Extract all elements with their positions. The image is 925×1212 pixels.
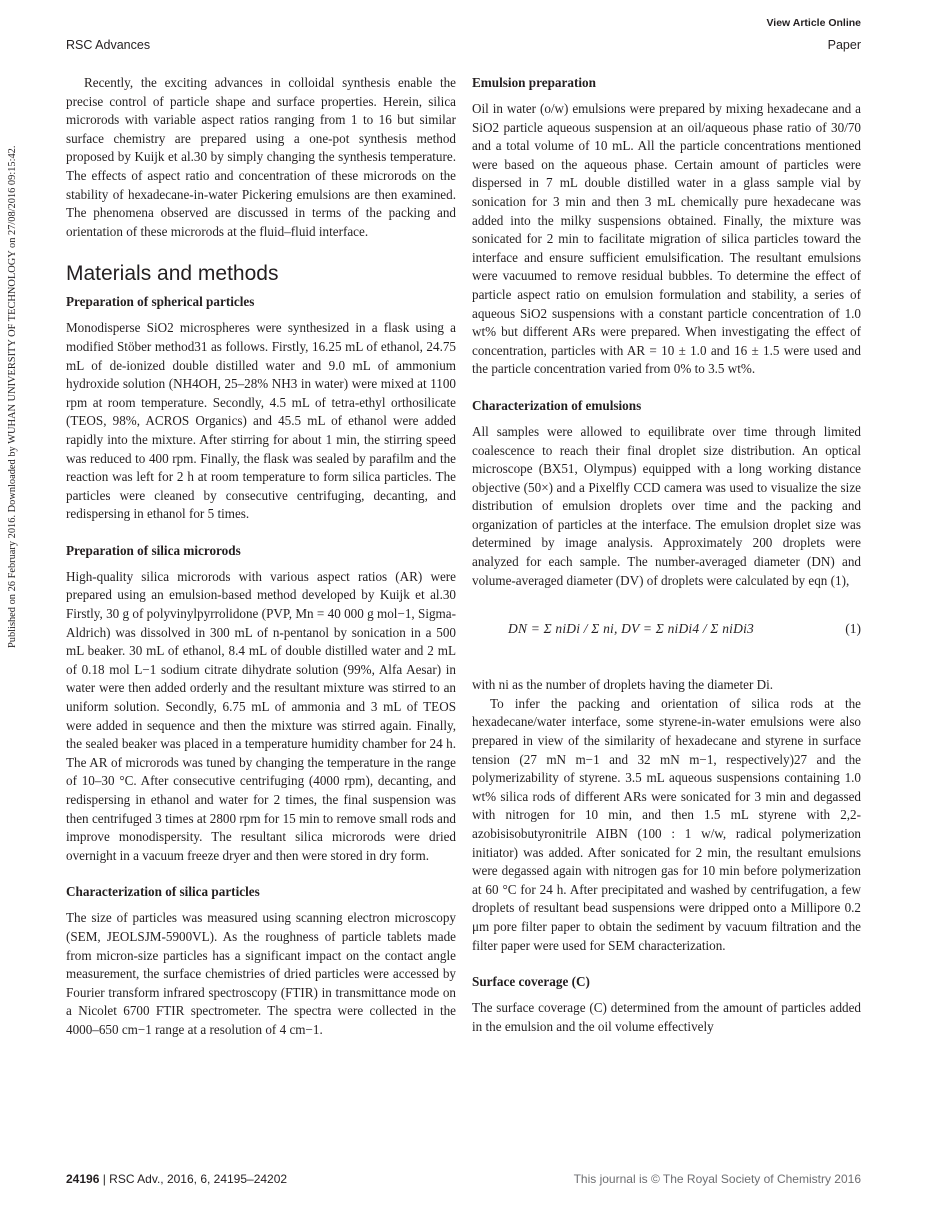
spherical-particles-text: Monodisperse SiO2 microspheres were synthesized in a flask using a modified Stöber method31 as follows. Firstly, 16.25 mL of ethanol, 24.75 mL of de-ionized double distilled water and 9.0 mL of ammonium hydroxide solution (NH4OH, 25–28% NH3 in water) were mixed at 1100 rpm at room temperature. Secondly, 4.5 mL of tetra-ethyl orthosilicate (TEOS, 98%, ACROS Organics) and 45.5 mL of ethanol were added rapidly into the mixture. After stirring for about 1 min, the stirring speed was reduced to 400 rpm. Finally, the flask was sealed by parafilm and the reaction was left for 2 h at room temperature to form silica particles. The particles were cleaned by consecutive centrifuging, decanting, and redispersing in ethanol for 5 times. <box>66 320 456 522</box>
view-article-online-link[interactable]: View Article Online <box>766 17 861 29</box>
emulsion-preparation-text: Oil in water (o/w) emulsions were prepared by mixing hexadecane and a SiO2 particle aqueous suspension at an oil/aqueous phase ratio of 30/70 and a total volume of 10 mL. All the particle concentrations mentioned were based on the aqueous phase. Certain amount of particles were dispersed in 7 mL double distilled water in a glass sample vial by sonication for 3 min and then 3 mL chemically pure hexadecane was added into the milky suspensions obtained. Finally, the mixture was sonicated for 2 min to facilitate migration of silica particles toward the interface and ensure sufficient emulsification. The resultant emulsions were vacuumed to remove residual bubbles. To determine the effect of particle aspect ratio on emulsion formulation and stability, a series of aqueous SiO2 suspensions with a constant particle concentration of 1.0 wt% but different ARs were prepared. When investigating the effect of concentration, particles with AR = 10 ± 1.0 and 16 ± 1.5 were used and the particle concentration varied from 0% to 3.5 wt%. <box>472 101 861 377</box>
journal-name: RSC Advances <box>66 38 151 52</box>
equation-number: (1) <box>845 621 861 637</box>
subheading-silica-microrods: Preparation of silica microrods <box>66 542 241 558</box>
surface-coverage-text: The surface coverage (C) determined from the amount of particles added in the emulsion and the oil volume effectively <box>472 1000 861 1034</box>
subheading-characterization-emulsions: Characterization of emulsions <box>472 397 642 413</box>
page-number: 24196 <box>66 1172 100 1186</box>
styrene-emulsion-paragraph: To infer the packing and orientation of silica rods at the hexadecane/water interface, some styrene-in-water emulsions were also prepared in view of the similarity of hexadecane and styrene in surface tension (27 mN m−1 and 32 mN m−1, respectively)27 and the polymerizability of styrene. 3.5 mL aqueous suspensions containing 1.0 wt% silica rods of different ARs were sonicated for 3 min and degassed with nitrogen for 10 min, and then 1.5 mL styrene with 2,2-azobisisobutyronitrile AIBN (100 : 1 w/w, radical polymerization initiator) was added. After sonicated for 2 min, the resultant emulsions were degassed again with nitrogen gas for 10 min before polymerization at 60 °C for 24 h. After precipitated and washed by centrifugation, a few droplets of resultant bead suspensions were dripped onto a Millipore 0.2 μm pore filter paper to obtain the sediment by vacuum filtration and the filter paper were used for SEM characterization. <box>472 695 861 953</box>
right-column <box>472 74 861 1036</box>
article-type: Paper <box>827 38 861 52</box>
after-equation-text: with ni as the number of droplets having the diameter Di. <box>472 677 774 693</box>
characterization-particles-text: The size of particles was measured using scanning electron microscopy (SEM, JEOLSJM-5900VL). As the roughness of particle tablets made from micron-size particles has a significant impact on the contact angle measurement, the surface chemistries of dried particles were accessed by Fourier transform infrared spectroscopy (FTIR) in transmittance mode on a Nicolet 6700 FTIR spectrometer. The spectra were collected in the 4000–650 cm−1 range at a resolution of 4 cm−1. <box>66 910 456 1037</box>
subheading-characterization-particles: Characterization of silica particles <box>66 884 260 900</box>
left-column <box>66 74 456 1040</box>
subheading-spherical-particles: Preparation of spherical particles <box>66 294 255 310</box>
silica-microrods-text: High-quality silica microrods with various aspect ratios (AR) were prepared using an emulsion-based method developed by Kuijk et al.30 Firstly, 30 g of polyvinylpyrrolidone (PVP, Mn = 40 000 g mol−1, Sigma-Aldrich) was dissolved in 300 mL of n-pentanol by sonication in a 500 mL beaker. 30 mL of ethanol, 8.4 mL of double distilled water and 2 mL of 0.18 mol L−1 sodium citrate dihydrate solution (99%, Alfa Aesar) in water were then added orderly and the resultant mixture was stirred to an uniform solution. Secondly, 6.75 mL of ammonia and 3 mL of TEOS were added in sequence and then the mixture was stirred again. Finally, the sealed beaker was placed in a temperature humidity chamber for 24 h. The AR of microrods was tuned by changing the temperature in the range of 10–30 °C. After consecutive centrifuging (4000 rpm), decanting, and redispersing in ethanol and water for 2 times, the final suspension was then centrifuged 3 times at 2800 rpm for 15 min to remove small rods and improve monodispersity. The resultant silica microrods were dried overnight in a vacuum freeze dryer and then were stored in dry form. <box>66 568 456 863</box>
journal-citation: | RSC Adv., 2016, 6, 24195–24202 <box>99 1172 288 1186</box>
equation-expression: DN = Σ niDi / Σ ni, DV = Σ niDi4 / Σ niDi3 <box>508 621 754 637</box>
equation-1 <box>472 602 861 664</box>
intro-paragraph: Recently, the exciting advances in colloidal synthesis enable the precise control of particle shape and surface properties. Herein, silica microrods with variable aspect ratios ranging from 1 to 16 but similar surface chemistry are prepared using a one-pot synthesis method proposed by Kuijk et al.30 by simply changing the synthesis temperature. The effects of aspect ratio and concentration of these microrods on the stability of hexadecane-in-water Pickering emulsions are then examined. The phenomena observed are discussed in terms of the packing and orientation of these microrods at the fluid–fluid interface. <box>66 75 456 239</box>
footer-citation <box>66 1172 287 1186</box>
copyright-notice: This journal is © The Royal Society of Chemistry 2016 <box>573 1172 861 1186</box>
characterization-emulsions-text: All samples were allowed to equilibrate over time through limited coalescence to reach their final droplet size distribution. An optical microscope (BX51, Olympus) equipped with a long working distance objective (50×) and a Pixelfly CCD camera was used to visualize the size distribution of emulsion droplets over time and the packing and organization of particles at the interface. The emulsion droplet size was determined by image analysis. Approximately 200 droplets were analyzed for each sample. The number-averaged diameter (DN) and volume-averaged diameter (DV) of droplets were calculated by eqn (1), <box>472 423 861 588</box>
download-notice-text: Published on 26 February 2016. Downloaded by WUHAN UNIVERSITY OF TECHNOLOGY on 27/08/2016 09:15:42. <box>7 145 18 648</box>
subheading-surface-coverage: Surface coverage (C) <box>472 974 590 990</box>
section-title: Materials and methods <box>66 262 279 286</box>
subheading-emulsion-preparation: Emulsion preparation <box>472 75 596 90</box>
